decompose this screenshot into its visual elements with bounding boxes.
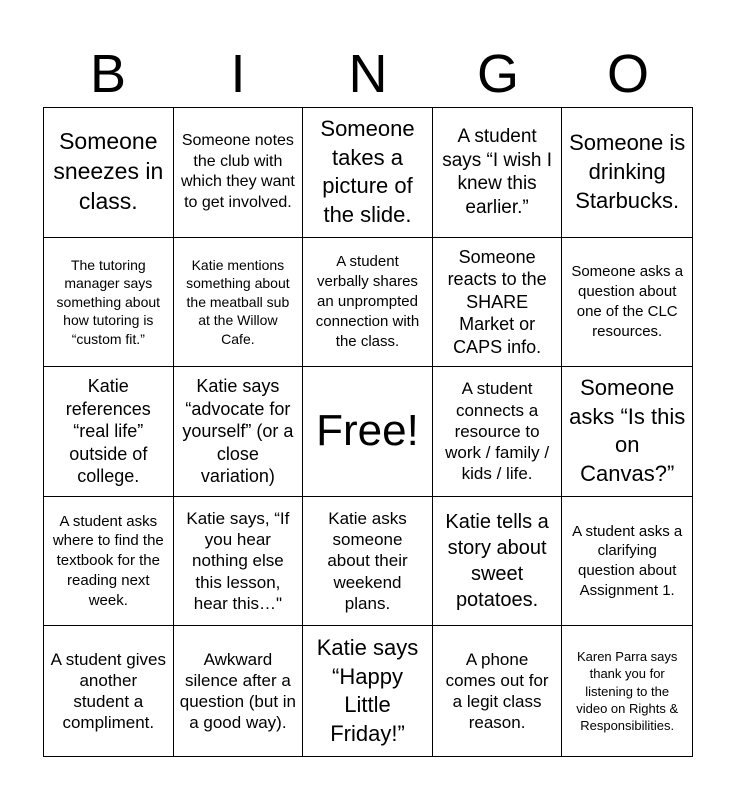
cell-text: A student asks a clarifying question about Assignment 1. [572, 522, 683, 599]
bingo-cell[interactable] [174, 497, 304, 627]
bingo-cell[interactable] [44, 108, 174, 238]
bingo-cell[interactable] [174, 108, 304, 238]
cell-text: Katie tells a story about sweet potatoes. [445, 511, 549, 612]
cell-text: A student verbally shares an unprompted connection with the class. [315, 253, 420, 350]
bingo-cell[interactable] [303, 238, 433, 368]
cell-text: Karen Parra says thank you for listening to the video on Rights & Responsibilities. [576, 649, 679, 733]
cell-text: A student says “I wish I knew this earlier.” [442, 125, 552, 219]
bingo-cell[interactable] [174, 626, 304, 756]
bingo-cell[interactable] [44, 238, 174, 368]
cell-text: A student connects a resource to work / family / kids / life. [445, 379, 550, 484]
bingo-cell[interactable] [303, 108, 433, 238]
bingo-cell[interactable] [433, 238, 563, 368]
bingo-cell[interactable] [433, 108, 563, 238]
cell-text: A student asks where to find the textbook for the reading next week. [52, 512, 164, 609]
cell-text: Katie says, “If you hear nothing else this lesson, hear this…" [186, 508, 290, 613]
cell-text: A phone comes out for a legit class reason. [445, 649, 549, 733]
bingo-cell[interactable] [433, 626, 563, 756]
bingo-cell[interactable] [562, 497, 692, 627]
bingo-cell[interactable] [433, 367, 563, 497]
bingo-cell[interactable] [174, 238, 304, 368]
cell-text: A student gives another student a compliment. [50, 649, 166, 733]
header-letter-b: B [89, 44, 127, 104]
bingo-cell[interactable] [303, 497, 433, 627]
free-space-text: Free! [316, 406, 419, 456]
cell-text: Someone reacts to the SHARE Market or CAPS info. [447, 246, 547, 357]
cell-text: Someone sneezes in class. [53, 128, 164, 215]
header-letter-o: O [606, 44, 649, 104]
bingo-cell[interactable] [433, 497, 563, 627]
cell-text: Awkward silence after a question (but in a good way). [179, 649, 297, 733]
cell-text: Someone asks a question about one of the CLC resources. [571, 263, 684, 340]
cell-text: The tutoring manager says something about how tutoring is “custom fit.” [56, 256, 161, 347]
cell-text: Someone is drinking Starbucks. [569, 130, 686, 213]
cell-text: Someone asks “Is this on Canvas?” [569, 375, 686, 487]
cell-text: Katie says “advocate for yourself” (or a close variation) [182, 376, 294, 487]
header-letter-n: N [348, 44, 388, 104]
cell-text: Katie references “real life” outside of college. [65, 376, 151, 487]
bingo-cell[interactable] [562, 108, 692, 238]
cell-text: Katie asks someone about their weekend plans. [327, 508, 408, 613]
header-letter-i: I [230, 44, 246, 104]
bingo-cell[interactable] [562, 238, 692, 368]
free-space-cell[interactable] [303, 367, 433, 497]
bingo-header [43, 40, 693, 108]
bingo-cell[interactable] [44, 367, 174, 497]
cell-text: Katie says “Happy Little Friday!” [316, 635, 419, 746]
cell-text: Someone notes the club with which they want to get involved. [180, 131, 295, 212]
bingo-cell[interactable] [303, 626, 433, 756]
bingo-cell[interactable] [44, 497, 174, 627]
cell-text: Katie mentions something about the meatball sub at the Willow Cafe. [186, 256, 290, 347]
bingo-cell[interactable] [44, 626, 174, 756]
header-letter-g: G [476, 44, 519, 104]
bingo-board [43, 107, 693, 757]
bingo-cell[interactable] [562, 626, 692, 756]
cell-text: Someone takes a picture of the slide. [320, 116, 415, 227]
bingo-cell[interactable] [174, 367, 304, 497]
bingo-cell[interactable] [562, 367, 692, 497]
